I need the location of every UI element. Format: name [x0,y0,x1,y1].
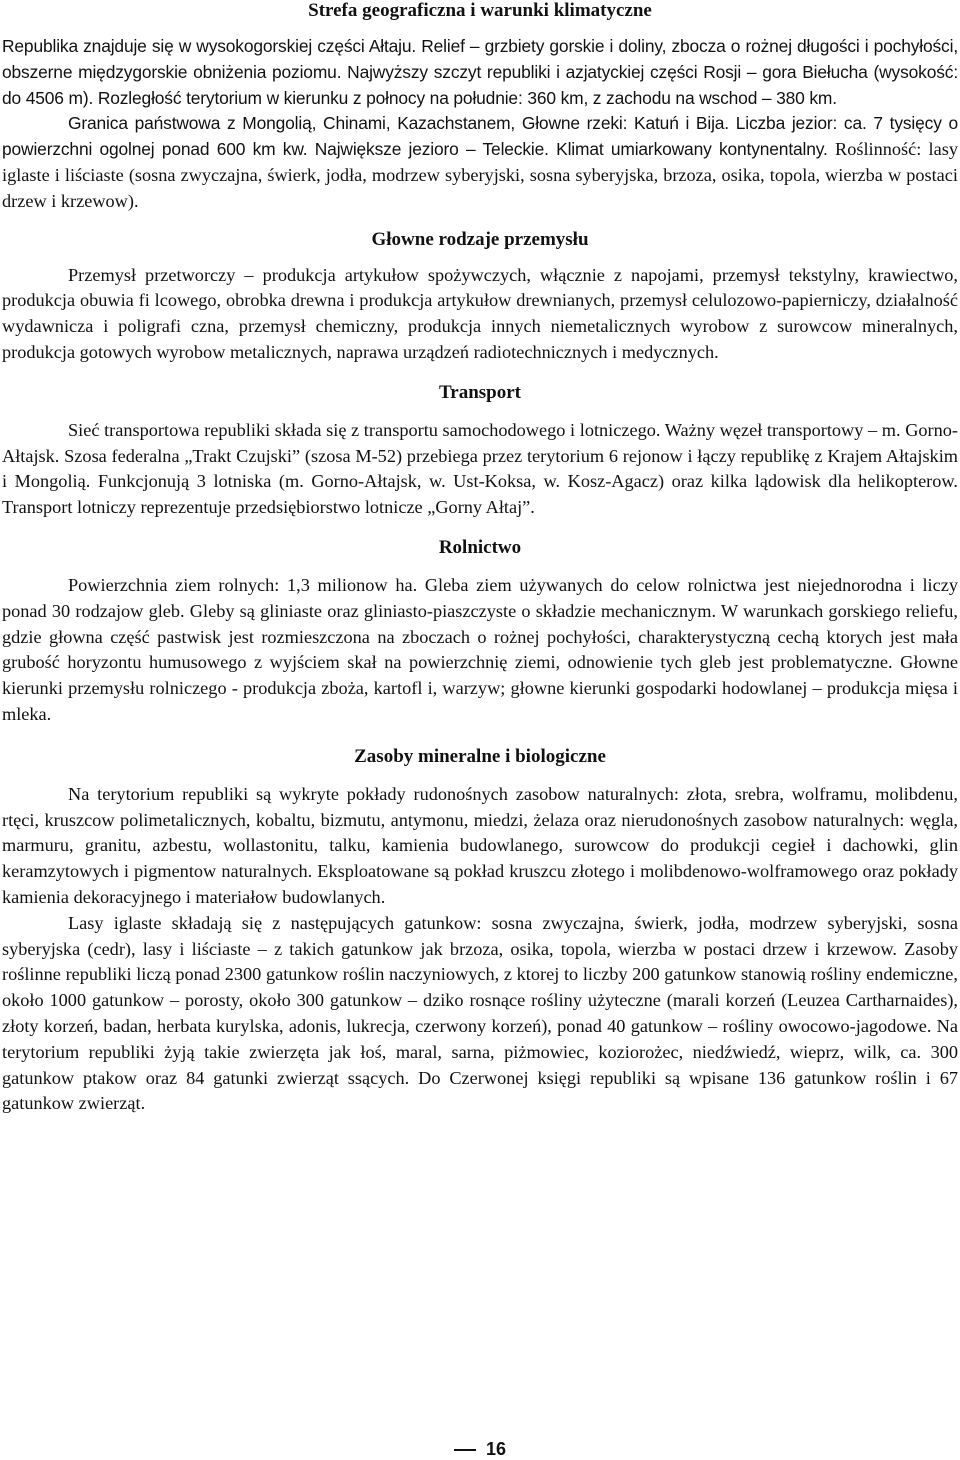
paragraph-transport: Sieć transportowa republiki składa się z transportu samochodowego i lotniczego. Ważny węzeł transportowy – m. Gorno-Ałtajsk. Szosa federalna „Trakt Czujski” (szosa M-52) przebiega przez terytorium 6 rejonow i łączy republikę z Krajem Ałtajskim i Mongolią. Funkcjonują 3 lotniska (m. Gorno-Ałtajsk, w. Ust-Koksa, w. Kosz-Agacz) oraz kilka lądowisk dla helikopterow. Transport lotniczy reprezentuje przedsiębiorstwo lotnicze „Gorny Ałtaj”. [2,419,958,518]
heading-transport: Transport [439,381,521,403]
heading-industry: Głowne rodzaje przemysłu [371,228,589,250]
paragraph-agriculture: Powierzchnia ziem rolnych: 1,3 milionow ha. Gleba ziem używanych do celow rolnictwa jest niejednorodna i liczy ponad 30 rodzajow gleb. Gleby są gliniaste oraz gliniasto-piaszczyste o składzie mechanicznym. W warunkach gorskiego reliefu, gdzie głowna część pastwisk jest rozmieszczona na zboczach o rożnej pochyłości, charakterystyczną cechą ktorych jest mała grubość horyzontu humusowego z wyjściem skał na powierzchnię ziemi, odnowienie tych gleb jest problematyczne. Głowne kierunki przemysłu rolniczego - produkcja zboża, kartofl i, warzyw; głowne kierunki gospodarki hodowlanej – produkcja mięsa i mleka. [2,574,958,724]
page-footer [0,1438,960,1460]
paragraph-resources-minerals: Na terytorium republiki są wykryte pokłady rudonośnych zasobow naturalnych: złota, srebra, wolframu, molibdenu, rtęci, kruszcow polimetalicznych, kobaltu, bizmutu, antymonu, miedzi, żelaza oraz nierudonośnych zasobow naturalnych: węgla, marmuru, granitu, azbestu, wollastonitu, talku, kamienia budowlanego, surowcow do produkcji cegieł i dachowki, glin keramzytowych i pigmentow naturalnych. Eksploatowane są pokład kruszcu złotego i molibdenowo-wolframowego oraz pokłady kamienia dekoracyjnego i materiałow budowlanych. [2,783,958,907]
document-page [2,0,958,1117]
geography-borders-text: Granica państwowa z Mongolią, Chinami, Kazachstanem, Głowne rzeki: Katuń i Bija. Liczba jezior: ca. 7 tysięcy o powierzchni ogolnej ponad 600 km kw. Największe jezioro – Teleckie. Klimat umiarkowany kontynentalny. [2,113,958,160]
paragraph-resources-biology: Lasy iglaste składają się z następujących gatunkow: sosna zwyczajna, świerk, jodła, modrzew syberyjski, sosna syberyjska (cedr), lasy i liściaste – z takich gatunkow jak brzoza, osika, topola, wierzba w postaci drzew i krzewow. Zasoby roślinne republiki liczą ponad 2300 gatunkow roślin naczyniowych, z ktorej to liczby 200 gatunkow stanowią rośliny endemiczne, około 1000 gatunkow – porosty, około 300 gatunkow – dziko rosnące rośliny użyteczne (marali korzeń (Leuzea Cartharnaides), złoty korzeń, badan, herbata kurylska, adonis, lukrecja, czerwony korzeń), ponad 40 gatunkow – rośliny owocowo-jagodowe. Na terytorium republiki żyją takie zwierzęta jak łoś, maral, sarna, piżmowiec, koziorożec, niedźwiedź, wieprz, wilk, ca. 300 gatunkow ptakow oraz 84 gatunki zwierząt ssących. Do Czerwonej księgi republiki są wpisane 136 gatunkow roślin i 67 gatunkow zwierząt. [2,912,958,1114]
paragraph-geography-borders [2,111,958,214]
heading-geography: Strefa geograficzna i warunki klimatyczne [308,0,652,21]
heading-agriculture: Rolnictwo [438,536,522,558]
footer-rule [454,1449,476,1451]
geography-vegetation-text: Roślinność: lasy iglaste i liściaste (sosna zwyczajna, świerk, jodła, modrzew syberyjski, sosna syberyjska, brzoza, osika, topola, wierzba w postaci drzew i krzewow). [2,139,958,211]
paragraph-industry: Przemysł przetworczy – produkcja artykułow spożywczych, włącznie z napojami, przemysł tekstylny, krawiectwo, produkcja obuwia fi lcowego, obrobka drewna i produkcja artykułow drewnianych, przemysł celulozowo-papierniczy, działalność wydawnicza i poligrafi czna, przemysł chemiczny, produkcja innych niemetalicznych wyrobow z surowcow mineralnych, produkcja gotowych wyrobow metalicznych, naprawa urządzeń radiotechnicznych i medycznych. [2,264,958,362]
page-number: 16 [485,1439,507,1459]
heading-resources: Zasoby mineralne i biologiczne [354,745,606,767]
paragraph-geography-relief: Republika znajduje się w wysokogorskiej części Ałtaju. Relief – grzbiety gorskie i doliny, zbocza o rożnej długości i pochyłości, obszerne międzygorskie obniżenia poziomu. Najwyższy szczyt republiki i azjatyckiej części Rosji – gora Biełucha (wysokość: do 4506 m). Rozległość terytorium w kierunku z połnocy na południe: 360 km, z zachodu na wschod – 380 km. [2,36,958,108]
